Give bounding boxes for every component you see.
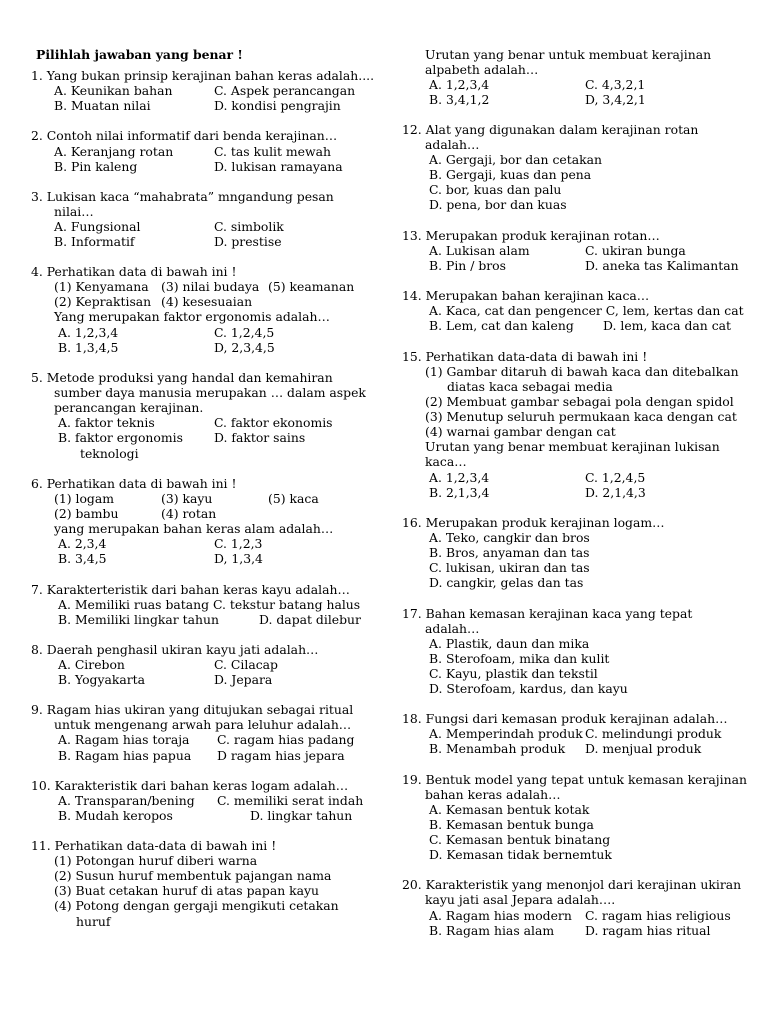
option-6c: C. 1,2,3 bbox=[214, 536, 263, 551]
option-10a: A. Transparan/bening bbox=[58, 793, 195, 808]
data-item-6-3: (3) kayu bbox=[161, 491, 213, 506]
option-9b: B. Ragam hias papua bbox=[58, 748, 192, 763]
option-2a: A. Keranjang rotan bbox=[54, 144, 174, 159]
question-1: 1. Yang bukan prinsip kerajinan bahan keras adalah.... bbox=[31, 68, 375, 83]
question-19: 19. Bentuk model yang tepat untuk kemasan kerajinan bbox=[402, 772, 747, 787]
question-12: 12. Alat yang digunakan dalam kerajinan rotan bbox=[402, 122, 699, 137]
data-item-6-1: (1) logam bbox=[54, 491, 114, 506]
data-item-4-2: (2) Kepraktisan bbox=[54, 294, 152, 309]
option-2d: D. lukisan ramayana bbox=[214, 159, 343, 174]
option-7b: B. Memiliki lingkar tahun bbox=[58, 612, 219, 627]
option-6b: B. 3,4,5 bbox=[58, 551, 107, 566]
data-item-11-2: (2) Susun huruf membentuk pajangan nama bbox=[54, 868, 332, 883]
question-15-prompt-cont: kaca… bbox=[425, 454, 467, 469]
option-16a: A. Teko, cangkir dan bros bbox=[429, 530, 590, 545]
option-17c: C. Kayu, plastik dan tekstil bbox=[429, 666, 598, 681]
data-item-4-1: (1) Kenyamana bbox=[54, 279, 149, 294]
option-8a: A. Cirebon bbox=[58, 657, 125, 672]
option-16b: B. Bros, anyaman dan tas bbox=[429, 545, 590, 560]
option-14b: B. Lem, cat dan kaleng bbox=[429, 318, 574, 333]
data-item-11-3: (3) Buat cetakan huruf di atas papan kayu bbox=[54, 883, 320, 898]
data-item-15-1: (1) Gambar ditaruh di bawah kaca dan ditebalkan bbox=[425, 364, 739, 379]
data-item-6-2: (2) bambu bbox=[54, 506, 119, 521]
question-20-cont: kayu jati asal Jepara adalah…. bbox=[425, 892, 616, 907]
option-10b: B. Mudah keropos bbox=[58, 808, 173, 823]
data-item-11-1: (1) Potongan huruf diberi warna bbox=[54, 853, 258, 868]
data-item-6-5: (5) kaca bbox=[268, 491, 319, 506]
option-20c: C. ragam hias religious bbox=[585, 908, 731, 923]
question-11-prompt-cont: alpabeth adalah… bbox=[425, 62, 539, 77]
question-11-prompt: Urutan yang benar untuk membuat kerajinan bbox=[425, 47, 712, 62]
option-13c: C. ukiran bunga bbox=[585, 243, 686, 258]
question-12-cont: adalah… bbox=[425, 137, 480, 152]
option-19a: A. Kemasan bentuk kotak bbox=[429, 802, 590, 817]
option-14d: D. lem, kaca dan cat bbox=[603, 318, 731, 333]
option-3d: D. prestise bbox=[214, 234, 282, 249]
option-20b: B. Ragam hias alam bbox=[429, 923, 555, 938]
option-7a-7c: A. Memiliki ruas batang C. tekstur batang halus bbox=[58, 597, 361, 612]
option-11c: C. 4,3,2,1 bbox=[585, 77, 646, 92]
question-17: 17. Bahan kemasan kerajinan kaca yang tepat bbox=[402, 606, 693, 621]
option-10d: D. lingkar tahun bbox=[250, 808, 353, 823]
option-11d: D, 3,4,2,1 bbox=[585, 92, 646, 107]
option-19d: D. Kemasan tidak bernemtuk bbox=[429, 847, 612, 862]
question-3: 3. Lukisan kaca “mahabrata” mngandung pesan bbox=[31, 189, 334, 204]
option-13d: D. aneka tas Kalimantan bbox=[585, 258, 739, 273]
option-13a: A. Lukisan alam bbox=[429, 243, 530, 258]
option-14a-14c: A. Kaca, cat dan pengencer C, lem, kertas dan cat bbox=[429, 303, 744, 318]
option-18b: B. Menambah produk bbox=[429, 741, 566, 756]
data-item-15-2: (2) Membuat gambar sebagai pola dengan spidol bbox=[425, 394, 734, 409]
option-3c: C. simbolik bbox=[214, 219, 284, 234]
option-2b: B. Pin kaleng bbox=[54, 159, 138, 174]
data-item-15-1-cont: diatas kaca sebagai media bbox=[447, 379, 613, 394]
option-4d: D, 2,3,4,5 bbox=[214, 340, 275, 355]
option-16d: D. cangkir, gelas dan tas bbox=[429, 575, 584, 590]
option-18c: C. melindungi produk bbox=[585, 726, 722, 741]
option-3a: A. Fungsional bbox=[54, 219, 141, 234]
option-1a: A. Keunikan bahan bbox=[54, 83, 173, 98]
option-5b-cont: teknologi bbox=[80, 446, 139, 461]
option-15b: B. 2,1,3,4 bbox=[429, 485, 490, 500]
option-1c: C. Aspek perancangan bbox=[214, 83, 356, 98]
option-18a: A. Memperindah produk bbox=[429, 726, 583, 741]
question-4: 4. Perhatikan data di bawah ini ! bbox=[31, 264, 237, 279]
option-17a: A. Plastik, daun dan mika bbox=[429, 636, 590, 651]
option-19b: B. Kemasan bentuk bunga bbox=[429, 817, 594, 832]
question-15: 15. Perhatikan data-data di bawah ini ! bbox=[402, 349, 648, 364]
question-17-cont: adalah… bbox=[425, 621, 480, 636]
data-item-11-4-cont: huruf bbox=[76, 914, 111, 929]
question-18: 18. Fungsi dari kemasan produk kerajinan adalah… bbox=[402, 711, 728, 726]
option-19c: C. Kemasan bentuk binatang bbox=[429, 832, 611, 847]
question-13: 13. Merupakan produk kerajinan rotan… bbox=[402, 228, 660, 243]
option-3b: B. Informatif bbox=[54, 234, 135, 249]
option-13b: B. Pin / bros bbox=[429, 258, 506, 273]
option-8c: C. Cilacap bbox=[214, 657, 278, 672]
option-15d: D. 2,1,4,3 bbox=[585, 485, 646, 500]
question-15-prompt: Urutan yang benar membuat kerajinan lukisan bbox=[425, 439, 720, 454]
question-6-prompt: yang merupakan bahan keras alam adalah… bbox=[54, 521, 334, 536]
option-5c: C. faktor ekonomis bbox=[214, 415, 333, 430]
option-6a: A. 2,3,4 bbox=[58, 536, 107, 551]
question-10: 10. Karakteristik dari bahan keras logam adalah… bbox=[31, 778, 349, 793]
question-11: 11. Perhatikan data-data di bawah ini ! bbox=[31, 838, 277, 853]
question-7: 7. Karakterteristik dari bahan keras kayu adalah… bbox=[31, 582, 350, 597]
option-16c: C. lukisan, ukiran dan tas bbox=[429, 560, 590, 575]
data-item-4-3: (3) nilai budaya bbox=[161, 279, 260, 294]
question-2: 2. Contoh nilai informatif dari benda kerajinan… bbox=[31, 128, 338, 143]
option-9d: D ragam hias jepara bbox=[217, 748, 345, 763]
question-5-cont-2: perancangan kerajinan. bbox=[54, 400, 204, 415]
option-9c: C. ragam hias padang bbox=[217, 732, 355, 747]
option-4b: B. 1,3,4,5 bbox=[58, 340, 119, 355]
option-4a: A. 1,2,3,4 bbox=[58, 325, 119, 340]
option-8d: D. Jepara bbox=[214, 672, 273, 687]
option-5d: D. faktor sains bbox=[214, 430, 306, 445]
option-11a: A. 1,2,3,4 bbox=[429, 77, 490, 92]
question-3-cont: nilai… bbox=[54, 204, 94, 219]
option-6d: D, 1,3,4 bbox=[214, 551, 263, 566]
option-17d: D. Sterofoam, kardus, dan kayu bbox=[429, 681, 628, 696]
option-18d: D. menjual produk bbox=[585, 741, 702, 756]
option-11b: B. 3,4,1,2 bbox=[429, 92, 490, 107]
option-15a: A. 1,2,3,4 bbox=[429, 470, 490, 485]
question-5-cont-1: sumber daya manusia merupakan … dalam aspek bbox=[54, 385, 366, 400]
option-20d: D. ragam hias ritual bbox=[585, 923, 711, 938]
data-item-11-4: (4) Potong dengan gergaji mengikuti cetakan bbox=[54, 898, 339, 913]
option-10c: C. memiliki serat indah bbox=[217, 793, 364, 808]
question-8: 8. Daerah penghasil ukiran kayu jati adalah… bbox=[31, 642, 319, 657]
option-9a: A. Ragam hias toraja bbox=[58, 732, 190, 747]
data-item-4-4: (4) kesesuaian bbox=[161, 294, 253, 309]
option-15c: C. 1,2,4,5 bbox=[585, 470, 646, 485]
question-4-prompt: Yang merupakan faktor ergonomis adalah… bbox=[54, 309, 330, 324]
option-17b: B. Sterofoam, mika dan kulit bbox=[429, 651, 610, 666]
option-12a: A. Gergaji, bor dan cetakan bbox=[429, 152, 602, 167]
data-item-15-3: (3) Menutup seluruh permukaan kaca dengan cat bbox=[425, 409, 737, 424]
option-8b: B. Yogyakarta bbox=[58, 672, 146, 687]
question-14: 14. Merupakan bahan kerajinan kaca… bbox=[402, 288, 650, 303]
instruction-heading: Pilihlah jawaban yang benar ! bbox=[36, 47, 243, 62]
option-1d: D. kondisi pengrajin bbox=[214, 98, 341, 113]
option-2c: C. tas kulit mewah bbox=[214, 144, 331, 159]
option-4c: C. 1,2,4,5 bbox=[214, 325, 275, 340]
question-20: 20. Karakteristik yang menonjol dari kerajinan ukiran bbox=[402, 877, 742, 892]
option-12c: C. bor, kuas dan palu bbox=[429, 182, 562, 197]
data-item-4-5: (5) keamanan bbox=[268, 279, 355, 294]
option-5a: A. faktor teknis bbox=[58, 415, 155, 430]
option-20a: A. Ragam hias modern bbox=[429, 908, 572, 923]
question-5: 5. Metode produksi yang handal dan kemahiran bbox=[31, 370, 333, 385]
question-9-cont: untuk mengenang arwah para leluhur adalah… bbox=[54, 717, 352, 732]
data-item-6-4: (4) rotan bbox=[161, 506, 217, 521]
option-1b: B. Muatan nilai bbox=[54, 98, 151, 113]
option-12d: D. pena, bor dan kuas bbox=[429, 197, 567, 212]
question-19-cont: bahan keras adalah… bbox=[425, 787, 561, 802]
option-12b: B. Gergaji, kuas dan pena bbox=[429, 167, 592, 182]
question-9: 9. Ragam hias ukiran yang ditujukan sebagai ritual bbox=[31, 702, 354, 717]
option-7d: D. dapat dilebur bbox=[259, 612, 361, 627]
option-5b: B. faktor ergonomis bbox=[58, 430, 183, 445]
question-16: 16. Merupakan produk kerajinan logam… bbox=[402, 515, 665, 530]
data-item-15-4: (4) warnai gambar dengan cat bbox=[425, 424, 616, 439]
question-6: 6. Perhatikan data di bawah ini ! bbox=[31, 476, 237, 491]
